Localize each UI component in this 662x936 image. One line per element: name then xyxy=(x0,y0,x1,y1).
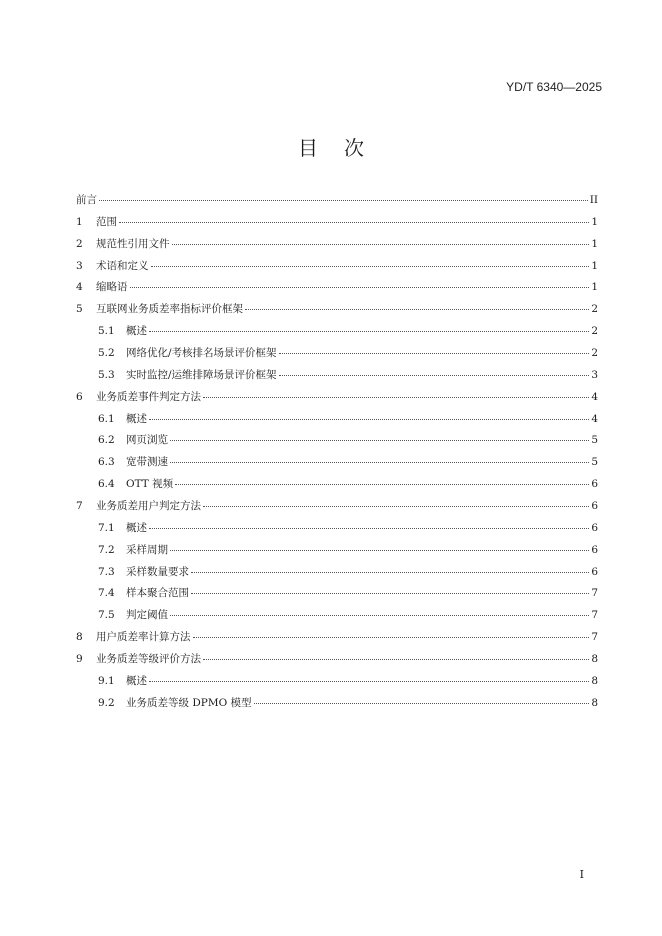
toc-leader-dots xyxy=(149,330,589,332)
toc-entry-title: 用户质差率计算方法 xyxy=(96,631,191,644)
toc-entry-page: 4 xyxy=(591,412,598,425)
toc-leader-dots xyxy=(130,286,590,288)
toc-entry-title: 采样数量要求 xyxy=(126,565,189,578)
toc-leader-dots xyxy=(203,505,589,507)
toc-entry[interactable] xyxy=(76,607,598,629)
toc-entry[interactable] xyxy=(76,454,598,476)
toc-entry[interactable] xyxy=(76,367,598,389)
page-number: I xyxy=(579,868,584,881)
toc-entry[interactable] xyxy=(76,323,598,345)
toc-entry-page: II xyxy=(589,194,598,206)
toc-leader-dots xyxy=(149,680,589,682)
toc-entry-page: 8 xyxy=(591,653,598,666)
toc-entry[interactable] xyxy=(76,192,598,214)
toc-leader-dots xyxy=(193,636,590,638)
toc-entry-page: 6 xyxy=(591,521,598,534)
standard-code: YD/T 6340—2025 xyxy=(506,80,602,94)
toc-leader-dots xyxy=(175,483,589,485)
toc-entry-title: 概述 xyxy=(126,521,147,534)
toc-entry-page: 6 xyxy=(591,565,598,578)
toc-entry-number: 5.1 xyxy=(98,325,115,338)
toc-leader-dots xyxy=(170,549,589,551)
toc-entry[interactable] xyxy=(76,389,598,411)
toc-entry-page: 3 xyxy=(591,368,598,381)
toc-leader-dots xyxy=(170,439,589,441)
toc-entry[interactable] xyxy=(76,411,598,433)
toc-entry-number: 5 xyxy=(76,303,83,316)
toc-leader-dots xyxy=(151,265,590,267)
toc-entry-number: 7 xyxy=(76,500,83,513)
toc-entry-number: 6 xyxy=(76,390,83,403)
toc-entry-title: 互联网业务质差率指标评价框架 xyxy=(96,303,243,316)
toc-leader-dots xyxy=(170,614,589,616)
toc-entry-number: 3 xyxy=(76,259,83,272)
toc-entry-number: 6.3 xyxy=(98,456,115,469)
toc-entry-page: 5 xyxy=(591,434,598,447)
toc-entry-page: 8 xyxy=(591,674,598,687)
toc-leader-dots xyxy=(245,308,589,310)
toc-entry[interactable] xyxy=(76,301,598,323)
toc-leader-dots xyxy=(170,461,589,463)
toc-entry-title: 业务质差等级 DPMO 模型 xyxy=(126,696,252,709)
toc-entry-title: 网络优化/考核排名场景评价框架 xyxy=(126,347,277,360)
toc-entry-number: 6.2 xyxy=(98,434,115,447)
toc-entry-number: 6.4 xyxy=(98,478,115,491)
toc-entry-page: 1 xyxy=(591,259,598,272)
toc-entry-title: 范围 xyxy=(96,215,117,228)
toc-entry[interactable] xyxy=(76,585,598,607)
toc-entry-title: 术语和定义 xyxy=(96,259,149,272)
toc-entry-number: 9.1 xyxy=(98,674,115,687)
toc-entry-title: 采样周期 xyxy=(126,543,168,556)
toc-entry[interactable] xyxy=(76,258,598,280)
toc-entry-page: 6 xyxy=(591,500,598,513)
toc-entry[interactable] xyxy=(76,673,598,695)
toc-entry-number: 4 xyxy=(76,281,83,294)
toc-entry-title: 样本聚合范围 xyxy=(126,587,189,600)
toc-leader-dots xyxy=(99,199,588,201)
toc-entry-title: OTT 视频 xyxy=(126,478,174,491)
toc-entry-title: 规范性引用文件 xyxy=(96,237,170,250)
toc-entry[interactable] xyxy=(76,695,598,717)
toc-entry-number: 8 xyxy=(76,631,83,644)
toc-entry-number: 9 xyxy=(76,653,83,666)
toc-leader-dots xyxy=(191,571,589,573)
toc-entry-page: 1 xyxy=(591,237,598,250)
toc-leader-dots xyxy=(119,221,589,223)
toc-entry[interactable] xyxy=(76,651,598,673)
toc-entry-title: 概述 xyxy=(126,674,147,687)
toc-entry-number: 2 xyxy=(76,237,83,250)
toc-entry-title: 概述 xyxy=(126,412,147,425)
toc-entry-title: 业务质差事件判定方法 xyxy=(96,390,201,403)
toc-entry-title: 业务质差用户判定方法 xyxy=(96,500,201,513)
toc-entry-page: 8 xyxy=(591,696,598,709)
toc-entry-title: 前言 xyxy=(76,194,97,206)
toc-entry[interactable] xyxy=(76,476,598,498)
toc-entry-number: 7.2 xyxy=(98,543,115,556)
toc-entry-page: 6 xyxy=(591,478,598,491)
toc-entry[interactable] xyxy=(76,214,598,236)
toc-entry-title: 业务质差等级评价方法 xyxy=(96,653,201,666)
toc-entry-title: 实时监控/运维排障场景评价框架 xyxy=(126,368,277,381)
toc-entry[interactable] xyxy=(76,279,598,301)
toc-entry-number: 1 xyxy=(76,215,83,228)
toc-entry[interactable] xyxy=(76,520,598,542)
toc-entry-number: 7.3 xyxy=(98,565,115,578)
toc-entry-page: 4 xyxy=(591,390,598,403)
toc-entry-page: 7 xyxy=(591,587,598,600)
toc-entry-number: 7.5 xyxy=(98,609,115,622)
toc-leader-dots xyxy=(203,658,589,660)
toc-entry-page: 1 xyxy=(591,281,598,294)
toc-entry-page: 7 xyxy=(591,631,598,644)
page-title: 目次 xyxy=(298,136,390,160)
toc-entry-title: 网页浏览 xyxy=(126,434,168,447)
toc-entry[interactable] xyxy=(76,542,598,564)
toc-leader-dots xyxy=(254,702,590,704)
toc-leader-dots xyxy=(279,374,590,376)
toc-entry-page: 2 xyxy=(591,303,598,316)
toc-leader-dots xyxy=(149,418,589,420)
toc-entry[interactable] xyxy=(76,345,598,367)
toc-entry[interactable] xyxy=(76,629,598,651)
toc-entry[interactable] xyxy=(76,236,598,258)
toc-entry[interactable] xyxy=(76,498,598,520)
toc-entry-page: 7 xyxy=(591,609,598,622)
toc-leader-dots xyxy=(203,396,589,398)
toc-leader-dots xyxy=(191,592,589,594)
toc-entry-number: 7.4 xyxy=(98,587,115,600)
table-of-contents xyxy=(76,192,598,717)
toc-entry-title: 宽带测速 xyxy=(126,456,168,469)
toc-entry-page: 2 xyxy=(591,347,598,360)
toc-entry-page: 5 xyxy=(591,456,598,469)
toc-entry-page: 1 xyxy=(591,215,598,228)
toc-entry-title: 概述 xyxy=(126,325,147,338)
toc-entry-number: 9.2 xyxy=(98,696,115,709)
toc-entry-page: 2 xyxy=(591,325,598,338)
toc-leader-dots xyxy=(279,352,590,354)
toc-entry[interactable] xyxy=(76,432,598,454)
toc-leader-dots xyxy=(149,527,589,529)
toc-entry-page: 6 xyxy=(591,543,598,556)
toc-entry-number: 5.2 xyxy=(98,347,115,360)
toc-entry-title: 判定阈值 xyxy=(126,609,168,622)
toc-entry-title: 缩略语 xyxy=(96,281,128,294)
toc-entry-number: 6.1 xyxy=(98,412,115,425)
toc-leader-dots xyxy=(172,243,590,245)
toc-entry-number: 5.3 xyxy=(98,368,115,381)
toc-entry-number: 7.1 xyxy=(98,521,115,534)
toc-entry[interactable] xyxy=(76,564,598,586)
